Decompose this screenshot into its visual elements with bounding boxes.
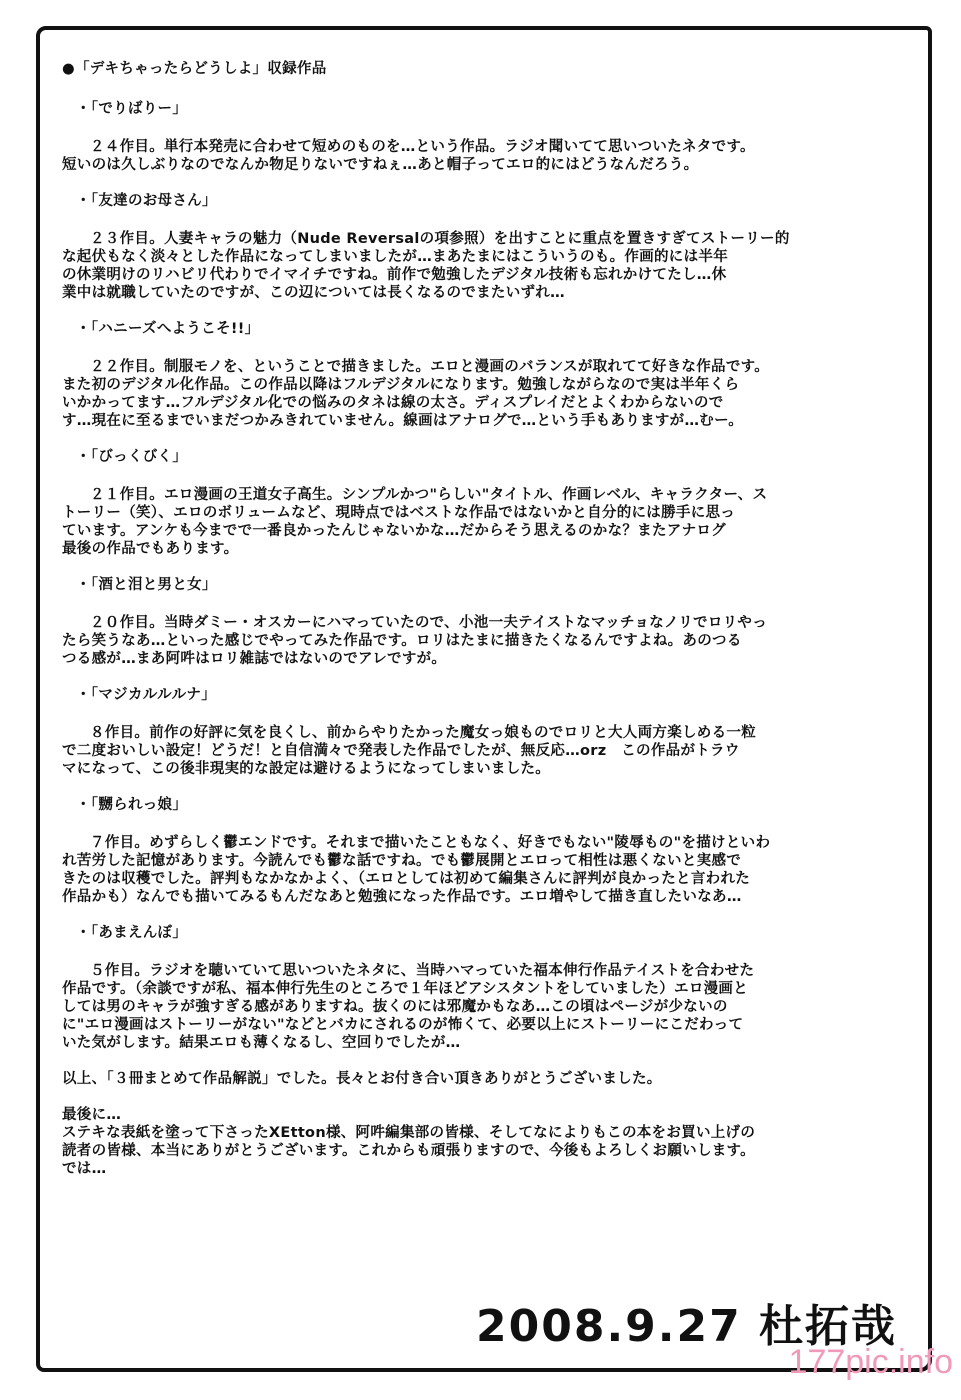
description-line: きたのは収穫でした。評判もなかなかよく、（エロとしては初めて編集さんに評判が良かったと言われた [62,871,751,887]
description-line: いた気がします。結果エロも薄くなるし、空回りでしたが… [62,1035,461,1051]
collection-heading: ●「デキちゃったらどうしよ」収録作品 [62,61,327,77]
description-line: に"エロ漫画はストーリーがない"などとバカにされるのが怖くて、必要以上にストーリーにこだわって [62,1017,744,1033]
description-line: ２１作目。エロ漫画の王道女子高生。シンプルかつ"らしい"タイトル、作画レベル、キャラクター、ス [90,487,768,503]
description-line: 作品かも）なんでも描いてみるもんだなあと勉強になった作品です。エロ増やして描き直したいなあ… [62,889,742,905]
description-line: ２４作目。単行本発売に合わせて短めのものを…という作品。ラジオ聞いてて思いついたネタです。 [90,139,755,155]
work-description [62,962,912,1052]
description-line: す…現在に至るまでいまだつかみきれていません。線画はアナログで…という手もありますが…むー。 [62,413,744,429]
work-title: ・「友達のお母さん」 [76,193,217,209]
work-description [62,724,912,778]
afterword-text [62,60,912,1196]
description-line: 最後の作品でもあります。 [62,541,239,557]
description-line: ２２作目。制服モノを、ということで描きました。エロと漫画のバランスが取れてて好きな作品です。 [90,359,770,375]
description-line: ています。アンケも今までで一番良かったんじゃないかな…だからそう思えるのかな？またアナログ [62,523,726,539]
description-line: な起伏もなく淡々とした作品になってしまいましたが…まあたまにはこういうのも。作画的には半年 [62,249,728,265]
work-title: ・「びっくびく」 [76,449,188,465]
work-title: ・「嬲られっ娘」 [76,797,188,813]
work-title: ・「酒と泪と男と女」 [76,577,217,593]
signature-date-author: 2008.9.27 杜拓哉 [476,1301,898,1352]
description-line: ５作目。ラジオを聴いていて思いついたネタに、当時ハマっていた福本伸行作品テイストを合わせた [90,963,755,979]
description-line: ２３作目。人妻キャラの魅力（Nude Reversalの項参照）を出すことに重点を置きすぎてストーリー的 [90,231,790,247]
description-line: つる感が…まあ阿吽はロリ雑誌ではないのでアレですが。 [62,651,447,667]
description-line: 業中は就職していたのですが、この辺については長くなるのでまたいずれ… [62,285,565,301]
description-line: ２０作目。当時ダミー・オスカーにハマっていたので、小池一夫テイストなマッチョなノリでロリやっ [90,615,768,631]
work-description [62,614,912,668]
description-line: で二度おいしい設定！どうだ！と自信満々で発表した作品でしたが、無反応…orz この作品がトラウ [62,743,740,759]
description-line: 作品です。（余談ですが私、福本伸行先生のところで１年ほどアシスタントをしていました）エロ漫画と [62,981,749,997]
description-line: 短いのは久しぶりなのでなんか物足りないですねぇ…あと帽子ってエロ的にはどうなんだろう。 [62,157,699,173]
work-description [62,834,912,906]
work-description [62,358,912,430]
work-title: ・「でりばりー」 [76,101,188,117]
final-line: 最後に… [62,1107,122,1123]
description-line: ８作目。前作の好評に気を良くし、前からやりたかった魔女っ娘ものでロリと大人両方楽しめる一粒 [90,725,756,741]
description-line: の休業明けのリハビリ代わりでイマイチですね。前作で勉強したデジタル技術も忘れかけてたし…休 [62,267,727,283]
final-line: では… [62,1161,107,1177]
work-title: ・「マジカルルルナ」 [76,687,217,703]
description-line: れ苦労した記憶があります。今読んでも鬱な話ですね。でも鬱展開とエロって相性は悪くないと実感で [62,853,742,869]
work-title: ・「ハニーズへようこそ!!」 [76,321,260,337]
description-line: トーリー（笑）、エロのボリュームなど、現時点ではベストな作品ではないかと自分的には勝手に思っ [62,505,736,521]
description-line: また初のデジタル化作品。この作品以降はフルデジタルになります。勉強しながらなので実は半年くら [62,377,740,393]
work-description [62,138,912,174]
description-line: たら笑うなあ…といった感じでやってみた作品です。ロリはたまに描きたくなるんですよね。あのつる [62,633,742,649]
description-line: ７作目。めずらしく鬱エンドです。それまで描いたこともなく、好きでもない"陵辱もの"を描けといわ [90,835,771,851]
final-line: 読者の皆様、本当にありがとうございます。これからも頑張りますので、今後もよろしくお願いします。 [62,1143,755,1159]
work-description [62,230,912,302]
watermark: 177pic.info [788,1343,953,1381]
work-title: ・「あまえんぼ」 [76,925,188,941]
description-line: いかかってます…フルデジタル化での悩みのタネは線の太さ。ディスプレイだとよくわからないので [62,395,724,411]
description-line: しては男のキャラが強すぎる感がありますね。抜くのには邪魔かもなあ…この頃はページが少ないの [62,999,728,1015]
final-message [62,1106,912,1178]
closing-line: 以上、「３冊まとめて作品解説」でした。長々とお付き合い頂きありがとうございました。 [62,1071,662,1087]
final-line: ステキな表紙を塗って下さったXEtton様、阿吽編集部の皆様、そしてなによりもこの本をお買い上げの [62,1125,756,1141]
work-description [62,486,912,558]
description-line: マになって、この後非現実的な設定は避けるようになってしまいました。 [62,761,551,777]
works-list [62,100,912,1052]
